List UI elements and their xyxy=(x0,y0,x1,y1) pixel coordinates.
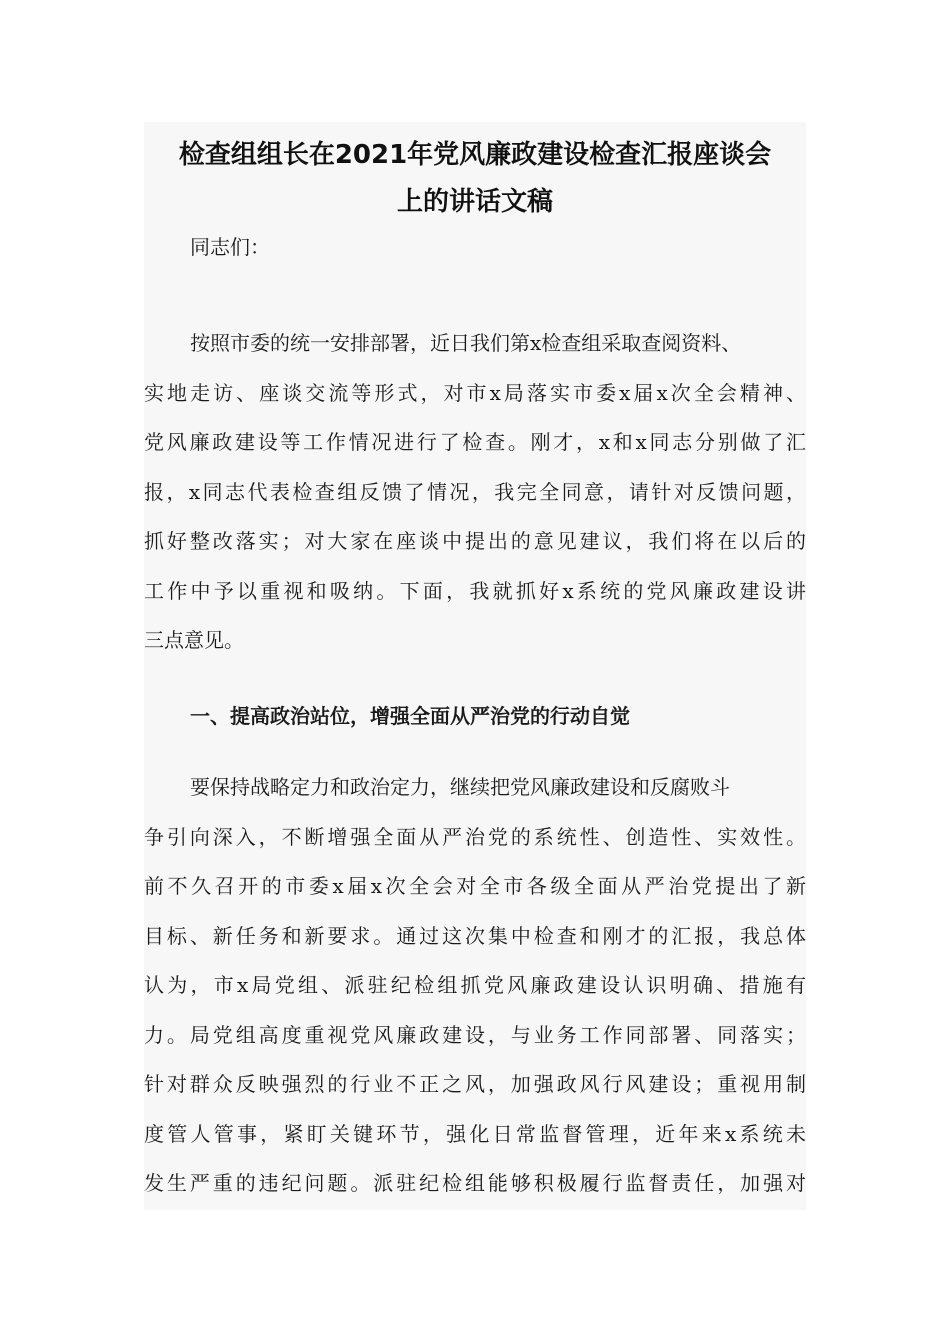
paragraph-1-line: 实地走访、座谈交流等形式，对市x局落实市委x届x次全会精神、 xyxy=(144,381,806,405)
document-page xyxy=(144,122,806,1210)
paragraph-2-line: 发生严重的违纪问题。派驻纪检组能够积极履行监督责任，加强对 xyxy=(144,1171,806,1195)
paragraph-2-line: 目标、新任务和新要求。通过这次集中检查和刚才的汇报，我总体 xyxy=(144,924,806,948)
section-1-heading: 一、提高政治站位，增强全面从严治党的行动自觉 xyxy=(190,704,630,728)
paragraph-2-line: 认为，市x局党组、派驻纪检组抓党风廉政建设认识明确、措施有 xyxy=(144,973,806,997)
paragraph-1-line: 三点意见。 xyxy=(144,628,244,652)
salutation: 同志们： xyxy=(190,235,270,259)
paragraph-2-line: 度管人管事，紧盯关键环节，强化日常监督管理，近年来x系统未 xyxy=(144,1122,806,1146)
paragraph-2-line: 前不久召开的市委x届x次全会对全市各级全面从严治党提出了新 xyxy=(144,874,806,898)
paragraph-1-line: 党风廉政建设等工作情况进行了检查。刚才，x和x同志分别做了汇 xyxy=(144,430,806,454)
paragraph-2-line: 针对群众反映强烈的行业不正之风，加强政风行风建设；重视用制 xyxy=(144,1072,806,1096)
paragraph-1-line: 按照市委的统一安排部署，近日我们第x检查组采取查阅资料、 xyxy=(190,331,742,355)
document-title-line-2: 上的讲话文稿 xyxy=(396,187,553,217)
paragraph-2-line: 力。局党组高度重视党风廉政建设，与业务工作同部署、同落实； xyxy=(144,1023,806,1047)
paragraph-2-line: 争引向深入，不断增强全面从严治党的系统性、创造性、实效性。 xyxy=(144,825,806,849)
paragraph-1-line: 工作中予以重视和吸纳。下面，我就抓好x系统的党风廉政建设讲 xyxy=(144,579,806,603)
paragraph-2-line: 要保持战略定力和政治定力，继续把党风廉政建设和反腐败斗 xyxy=(190,775,730,799)
paragraph-1-line: 抓好整改落实；对大家在座谈中提出的意见建议，我们将在以后的 xyxy=(144,529,806,553)
document-title-line-1: 检查组组长在2021年党风廉政建设检查汇报座谈会 xyxy=(178,140,772,170)
paragraph-1-line: 报，x同志代表检查组反馈了情况，我完全同意，请针对反馈问题， xyxy=(144,480,806,504)
